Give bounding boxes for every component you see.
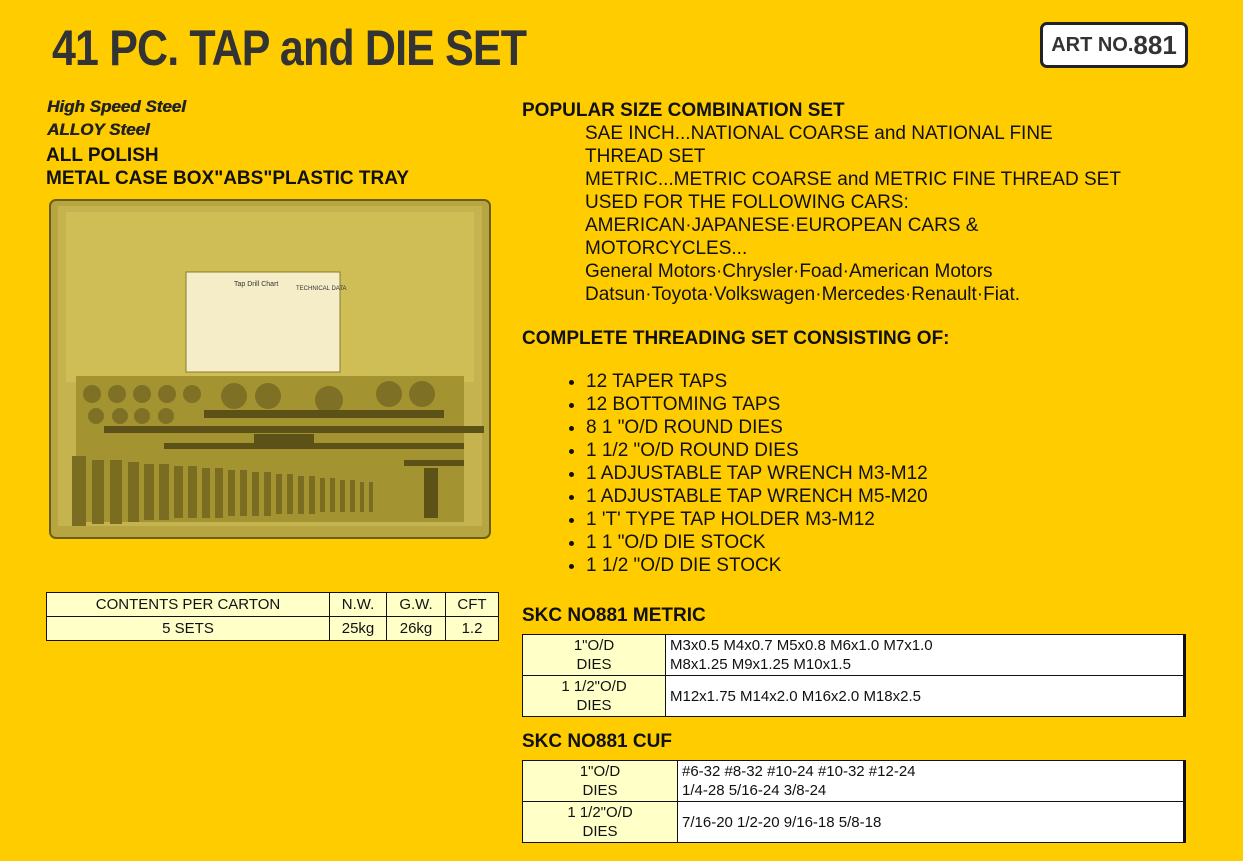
- size-line: 1"O/D: [579, 763, 621, 780]
- table-row: [523, 761, 1185, 802]
- carton-table: [46, 592, 499, 641]
- cuf-table: [522, 760, 1186, 843]
- carton-data-row: [47, 617, 499, 641]
- carton-sets: 5 SETS: [47, 617, 330, 641]
- popular-heading: POPULAR SIZE COMBINATION SET: [522, 100, 845, 121]
- feature-polish: ALL POLISH: [46, 145, 159, 166]
- cuf-size-cell: [523, 761, 678, 802]
- carton-header-contents: CONTENTS PER CARTON: [47, 593, 330, 617]
- photo-chart-subtitle: TECHNICAL DATA: [296, 286, 347, 292]
- threads-line: M12x1.75 M14x2.0 M16x2.0 M18x2.5: [670, 687, 921, 705]
- list-item: • 8 1 "O/D ROUND DIES: [586, 416, 928, 439]
- carton-gw: 26kg: [387, 617, 446, 641]
- cuf-threads-cell: [678, 802, 1185, 843]
- carton-nw: 25kg: [330, 617, 387, 641]
- list-item: • 1 1/2 "O/D ROUND DIES: [586, 439, 928, 462]
- product-photo: [44, 198, 496, 556]
- metric-threads-cell: [666, 676, 1185, 717]
- table-row: [523, 676, 1185, 717]
- carton-header-cft: CFT: [446, 593, 499, 617]
- popular-line: SAE INCH...NATIONAL COARSE and NATIONAL FINE: [585, 123, 1053, 144]
- size-line: 1 1/2"O/D: [567, 804, 633, 821]
- size-line: 1 1/2"O/D: [561, 678, 627, 695]
- metric-table: [522, 634, 1186, 717]
- photo-chart-title: Tap Drill Chart: [234, 281, 279, 288]
- list-item: • 1 1 "O/D DIE STOCK: [586, 531, 928, 554]
- list-item: • 1 'T' TYPE TAP HOLDER M3-M12: [586, 508, 928, 531]
- size-line: DIES: [576, 697, 612, 714]
- art-number-value: 881: [1133, 29, 1177, 60]
- popular-line: AMERICAN·JAPANESE·EUROPEAN CARS &: [585, 215, 979, 236]
- carton-cft: 1.2: [446, 617, 499, 641]
- carton-header-nw: N.W.: [330, 593, 387, 617]
- popular-line: Datsun·Toyota·Volkswagen·Mercedes·Renault·Fiat.: [585, 284, 1021, 305]
- table-row: [523, 802, 1185, 843]
- size-line: 1"O/D: [573, 637, 615, 654]
- list-item: • 1 ADJUSTABLE TAP WRENCH M3-M12: [586, 462, 928, 485]
- popular-line: MOTORCYCLES...: [585, 238, 748, 259]
- popular-line: General Motors·Chrysler·Foad·American Motors: [585, 261, 993, 282]
- metric-threads-cell: [666, 635, 1185, 676]
- threads-line: 1/4-28 5/16-24 3/8-24: [682, 782, 827, 799]
- complete-heading: COMPLETE THREADING SET CONSISTING OF:: [522, 328, 950, 349]
- threads-line: M3x0.5 M4x0.7 M5x0.8 M6x1.0 M7x1.0: [670, 637, 933, 654]
- material-hss: High Speed Steel: [47, 97, 186, 116]
- cuf-size-cell: [523, 802, 678, 843]
- art-number-badge: [1040, 22, 1188, 68]
- art-number-prefix: ART NO.: [1051, 33, 1134, 56]
- popular-line: METRIC...METRIC COARSE and METRIC FINE THREAD SET: [585, 169, 1121, 190]
- metric-size-cell: [523, 676, 666, 717]
- threads-line: #6-32 #8-32 #10-24 #10-32 #12-24: [682, 763, 916, 780]
- popular-line: USED FOR THE FOLLOWING CARS:: [585, 192, 909, 213]
- threads-line: 7/16-20 1/2-20 9/16-18 5/8-18: [682, 813, 882, 831]
- metric-heading: SKC NO881 METRIC: [522, 605, 706, 626]
- carton-header-row: [47, 593, 499, 617]
- carton-header-gw: G.W.: [387, 593, 446, 617]
- list-item: • 1 1/2 "O/D DIE STOCK: [586, 554, 928, 577]
- metric-size-cell: [523, 635, 666, 676]
- cuf-threads-cell: [678, 761, 1185, 802]
- complete-list: [566, 370, 928, 577]
- feature-case: METAL CASE BOX"ABS"PLASTIC TRAY: [46, 168, 409, 189]
- threads-line: M8x1.25 M9x1.25 M10x1.5: [670, 656, 851, 673]
- size-line: DIES: [582, 782, 618, 799]
- size-line: DIES: [576, 656, 612, 673]
- size-line: DIES: [582, 823, 618, 840]
- material-alloy: ALLOY Steel: [47, 120, 150, 139]
- list-item: • 1 ADJUSTABLE TAP WRENCH M5-M20: [586, 485, 928, 508]
- popular-line: THREAD SET: [585, 146, 706, 167]
- cuf-heading: SKC NO881 CUF: [522, 731, 672, 752]
- table-row: [523, 635, 1185, 676]
- page-title: 41 PC. TAP and DIE SET: [52, 20, 527, 76]
- list-item: • 12 BOTTOMING TAPS: [586, 393, 928, 416]
- list-item: • 12 TAPER TAPS: [586, 370, 928, 393]
